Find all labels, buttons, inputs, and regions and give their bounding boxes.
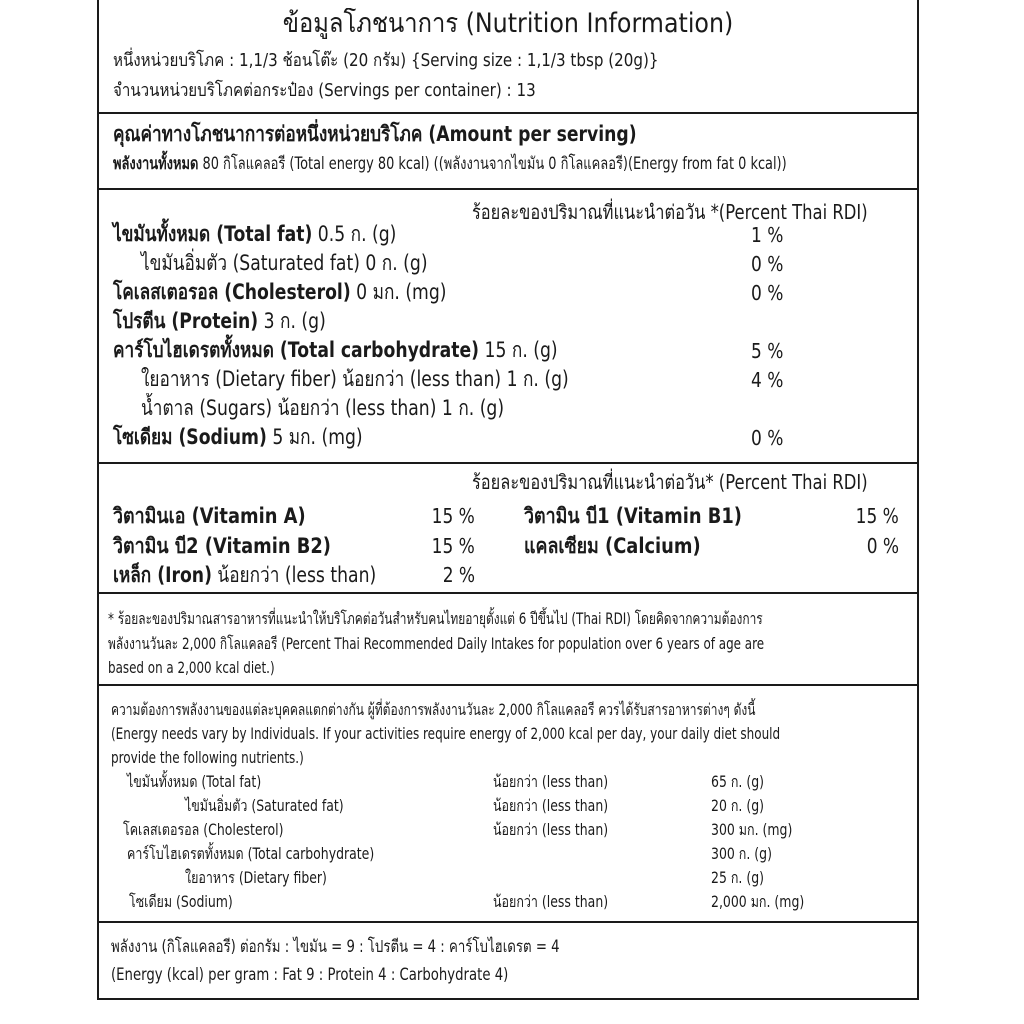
needs-condition-text: น้อยกว่า (less than) [493, 772, 609, 791]
rdi-heading-vitamins: ร้อยละของปริมาณที่แนะนำต่อวัน* (Percent Thai RDI) [472, 470, 868, 494]
nutrient-text [113, 340, 558, 361]
servings-per-container: จำนวนหน่วยบริโภคต่อกระป๋อง (Servings per container) : 13 [113, 80, 536, 101]
needs-condition-text: น้อยกว่า (less than) [493, 820, 609, 839]
calcium-label: แคลเซียม (Calcium) [524, 534, 701, 558]
needs-nutrient-name-text: ไขมันทั้งหมด (Total fat) [127, 772, 262, 791]
header-section [99, 0, 917, 114]
nutrient-amount: ไขมันอิ่มตัว (Saturated fat) 0 ก. (g) [141, 251, 428, 275]
needs-nutrient-name [127, 846, 444, 862]
iron-qualifier: น้อยกว่า (less than) [211, 563, 377, 587]
vitamins-section [99, 464, 917, 594]
needs-value-text: 65 ก. (g) [711, 772, 765, 791]
needs-value [711, 870, 779, 886]
needs-nutrient-name-text: โซเดียม (Sodium) [129, 892, 233, 911]
nutrient-amount: 15 ก. (g) [479, 338, 558, 362]
nutrient-rdi-pct: 0 % [751, 252, 784, 276]
nutrient-amount: 0.5 ก. (g) [312, 222, 397, 246]
needs-line-1: ความต้องการพลังงานของแต่ละบุคคลแตกต่างกัน ผู้ที่ต้องการพลังงานวันละ 2,000 กิโลแคลอรี ควรได้รับสารอาหารต่างๆ ดังนี้ [111, 700, 756, 719]
needs-nutrient-name-text: โคเลสเตอรอล (Cholesterol) [123, 820, 284, 839]
nutrient-text [113, 311, 326, 332]
needs-nutrient-name [123, 822, 329, 838]
footnote-section [99, 594, 917, 686]
nutrient-name: โซเดียม (Sodium) [113, 425, 267, 449]
nutrient-rdi-pct: 0 % [751, 281, 784, 305]
needs-value [711, 798, 779, 814]
needs-condition [493, 798, 641, 814]
nutrient-row [113, 311, 373, 332]
total-energy [113, 156, 787, 173]
needs-value-text: 25 ก. (g) [711, 868, 765, 887]
vitamin-b1-pct: 15 % [855, 504, 899, 528]
nutrient-amount: น้ำตาล (Sugars) น้อยกว่า (less than) 1 ก. (g) [141, 396, 505, 420]
needs-value-text: 300 มก. (mg) [711, 820, 793, 839]
nutrient-row [113, 282, 520, 303]
nutrient-row [113, 224, 459, 245]
needs-condition-text: น้อยกว่า (less than) [493, 892, 609, 911]
needs-value-text: 20 ก. (g) [711, 796, 765, 815]
needs-nutrient-name [185, 798, 388, 814]
nutrient-row [141, 369, 663, 390]
needs-nutrient-name [129, 894, 262, 910]
footnote-line-2: พลังงานวันละ 2,000 กิโลแคลอรี (Percent Thai Recommended Daily Intakes for population over 6 years of age are [108, 634, 765, 653]
nutrient-text [113, 427, 363, 448]
needs-value-text: 300 ก. (g) [711, 844, 772, 863]
amount-section [99, 114, 917, 190]
nutrient-name: คาร์โบไฮเดรตทั้งหมด (Total carbohydrate) [113, 338, 480, 362]
nutrient-amount: 0 มก. (mg) [350, 280, 447, 304]
total-energy-value: 80 กิโลแคลอรี (Total energy 80 kcal) ((พลังงานจากไขมัน 0 กิโลแคลอรี)(Energy from fat 0 kcal)) [198, 154, 787, 174]
needs-nutrient-name-text: ไขมันอิ่มตัว (Saturated fat) [185, 796, 344, 815]
label-title: ข้อมูลโภชนาการ (Nutrition Information) [282, 8, 734, 39]
iron-pct: 2 % [442, 563, 475, 587]
nutrient-name: โปรตีน (Protein) [113, 309, 259, 333]
iron-row [113, 565, 376, 586]
vitamin-a-label: วิตามินเอ (Vitamin A) [113, 504, 306, 528]
nutrient-row [141, 253, 490, 274]
nutrient-amount: ใยอาหาร (Dietary fiber) น้อยกว่า (less than) 1 ก. (g) [141, 367, 569, 391]
energy-per-gram-section [99, 923, 917, 1000]
nutrient-text [141, 398, 504, 419]
vitamin-a-pct: 15 % [431, 504, 475, 528]
nutrient-rdi-pct: 4 % [751, 368, 784, 392]
needs-nutrient-name-text: คาร์โบไฮเดรตทั้งหมด (Total carbohydrate) [127, 844, 375, 863]
needs-value-text: 2,000 มก. (mg) [711, 892, 805, 911]
nutrition-label [97, 0, 919, 1000]
nutrients-section [99, 190, 917, 464]
nutrient-text [113, 282, 446, 303]
needs-condition [493, 774, 641, 790]
nutrient-name: ไขมันทั้งหมด (Total fat) [113, 222, 313, 246]
nutrient-rdi-pct: 5 % [751, 339, 784, 363]
energy-per-gram-english: (Energy (kcal) per gram : Fat 9 : Protein 4 : Carbohydrate 4) [111, 965, 509, 985]
amount-heading: คุณค่าทางโภชนาการต่อหนึ่งหน่วยบริโภค (Amount per serving) [113, 122, 637, 146]
nutrient-rdi-pct: 0 % [751, 426, 784, 450]
nutrient-text [113, 224, 396, 245]
daily-needs-section [99, 686, 917, 923]
needs-value [711, 894, 831, 910]
vitamin-b1-label: วิตามิน บี1 (Vitamin B1) [524, 504, 742, 528]
nutrient-row [113, 340, 655, 361]
needs-condition-text: น้อยกว่า (less than) [493, 796, 609, 815]
needs-nutrient-name [127, 774, 299, 790]
nutrient-row [141, 398, 584, 419]
footnote-line-3: based on a 2,000 kcal diet.) [108, 658, 275, 677]
needs-condition [493, 894, 641, 910]
footnote-line-1: * ร้อยละของปริมาณสารอาหารที่แนะนำให้บริโภคต่อวันสำหรับคนไทยอายุตั้งแต่ 6 ปีขึ้นไป (Thai RDI) โดยคิดจากความต้องการ [108, 609, 763, 628]
needs-line-2: (Energy needs vary by Individuals. If your activities require energy of 2,000 kcal per day, your daily diet should [111, 724, 781, 743]
nutrient-row [113, 427, 417, 448]
nutrient-name: โคเลสเตอรอล (Cholesterol) [113, 280, 351, 304]
nutrient-text [141, 369, 569, 390]
iron-label: เหล็ก (Iron) [113, 563, 212, 587]
nutrient-amount: 3 ก. (g) [258, 309, 326, 333]
needs-condition [493, 822, 641, 838]
calcium-pct: 0 % [866, 534, 899, 558]
vitamin-b2-label: วิตามิน บี2 (Vitamin B2) [113, 534, 331, 558]
rdi-heading: ร้อยละของปริมาณที่แนะนำต่อวัน *(Percent Thai RDI) [472, 200, 868, 224]
serving-size: หนึ่งหน่วยบริโภค : 1,1/3 ช้อนโต๊ะ (20 กรัม) {Serving size : 1,1/3 tbsp (20g)} [113, 50, 659, 71]
needs-nutrient-name [185, 870, 367, 886]
needs-value [711, 822, 815, 838]
needs-value [711, 774, 779, 790]
nutrient-amount: 5 มก. (mg) [266, 425, 363, 449]
vitamin-b2-pct: 15 % [431, 534, 475, 558]
needs-nutrient-name-text: ใยอาหาร (Dietary fiber) [185, 868, 327, 887]
nutrient-text [141, 253, 428, 274]
energy-per-gram-thai: พลังงาน (กิโลแคลอรี) ต่อกรัม : ไขมัน = 9 : โปรตีน = 4 : คาร์โบไฮเดรต = 4 [111, 937, 560, 957]
needs-value [711, 846, 789, 862]
nutrient-rdi-pct: 1 % [751, 223, 784, 247]
total-energy-label: พลังงานทั้งหมด [113, 154, 199, 174]
needs-line-3: provide the following nutrients.) [111, 748, 304, 767]
